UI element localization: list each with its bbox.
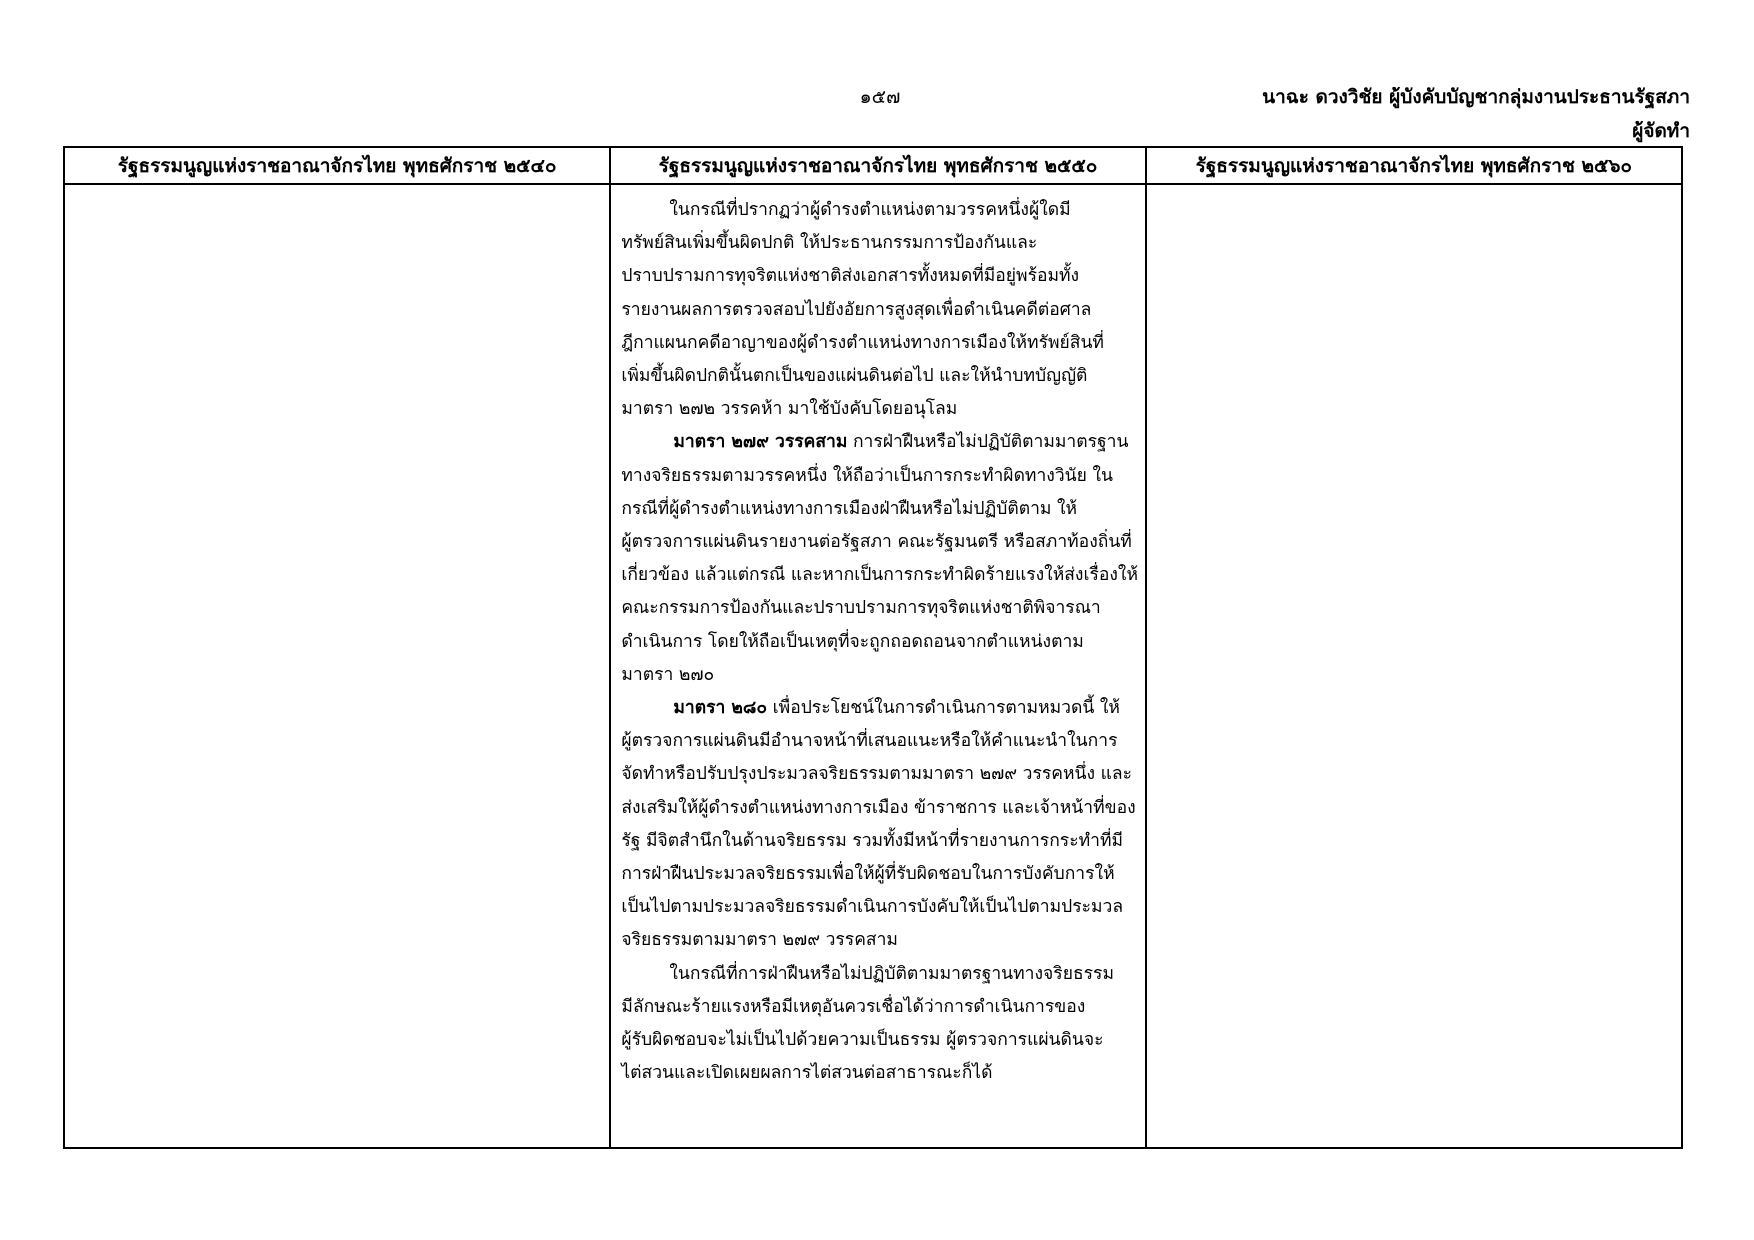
text-run: เพื่อประโยชน์ในการดำเนินการตามหมวดนี้ ให้ [767,698,1120,719]
paragraph-section-280 [621,692,1134,958]
text-line: ในกรณีที่การฝ่าฝืนหรือไม่ปฏิบัติตามมาตรฐานทางจริยธรรม [669,963,1114,984]
text-line: ส่งเสริมให้ผู้ดำรงตำแหน่งทางการเมือง ข้าราชการ และเจ้าหน้าที่ของ [621,797,1136,818]
text-line: มาตรา ๒๗๒ วรรคห้า มาใช้บังคับโดยอนุโลม [621,399,958,420]
text-line: กรณีที่ผู้ดำรงตำแหน่งทางการเมืองฝ่าฝืนหรือไม่ปฏิบัติตาม ให้ [621,498,1078,519]
section-reference: มาตรา ๒๘๐ [673,698,768,719]
page-number: ๑๕๗ [859,86,901,108]
text-line: เพิ่มขึ้นผิดปกตินั้นตกเป็นของแผ่นดินต่อไป และให้นำบทบัญญัติ [621,366,1088,387]
section-reference: มาตรา ๒๗๙ วรรคสาม [673,432,848,453]
text-line: มีลักษณะร้ายแรงหรือมีเหตุอันควรเชื่อได้ว่าการดำเนินการของ [621,996,1086,1017]
document-author [1262,80,1690,148]
text-line: ไต่สวนและเปิดเผยผลการไต่สวนต่อสาธารณะก็ได้ [621,1063,993,1084]
text-run: การฝ่าฝืนหรือไม่ปฏิบัติตามมาตรฐาน [847,432,1129,453]
constitution-comparison-table [63,146,1683,1149]
text-line: ทรัพย์สินเพิ่มขึ้นผิดปกติ ให้ประธานกรรมการป้องกันและ [621,233,1038,254]
text-line: ผู้ตรวจการแผ่นดินรายงานต่อรัฐสภา คณะรัฐมนตรี หรือสภาท้องถิ่นที่ [621,532,1132,553]
text-line: การฝ่าฝืนประมวลจริยธรรมเพื่อให้ผู้ที่รับผิดชอบในการบังคับการให้ [621,864,1115,885]
column-header-2550: รัฐธรรมนูญแห่งราชอาณาจักรไทย พุทธศักราช ๒๕๕๐ [610,147,1145,184]
author-role-line: ผู้จัดทำ [1632,120,1690,142]
text-line [621,426,1134,459]
text-line [621,692,1134,725]
text-line: จริยธรรมตามมาตรา ๒๗๙ วรรคสาม [621,930,898,951]
table-header-row [64,147,1682,184]
table-row [64,184,1682,1148]
text-line: เป็นไปตามประมวลจริยธรรมดำเนินการบังคับให้เป็นไปตามประมวล [621,897,1124,918]
text-line: ในกรณีที่ปรากฏว่าผู้ดำรงตำแหน่งตามวรรคหนึ่งผู้ใดมี [669,200,1071,220]
text-line: ผู้ตรวจการแผ่นดินมีอำนาจหน้าที่เสนอแนะหรือให้คำแนะนำในการ [621,731,1118,752]
paragraph-serious-violation [621,958,1134,1091]
cell-2560 [1146,184,1682,1148]
paragraph-section-279 [621,426,1138,692]
author-name-line: นาฉะ ดวงวิชัย ผู้บังคับบัญชากลุ่มงานประธานรัฐสภา [1262,86,1690,108]
text-line: ฎีกาแผนกคดีอาญาของผู้ดำรงตำแหน่งทางการเมืองให้ทรัพย์สินที่ [621,332,1104,353]
text-line: ทางจริยธรรมตามวรรคหนึ่ง ให้ถือว่าเป็นการกระทำผิดทางวินัย ใน [621,465,1113,486]
text-line: รายงานผลการตรวจสอบไปยังอัยการสูงสุดเพื่อดำเนินคดีต่อศาล [621,299,1092,320]
text-line: เกี่ยวข้อง แล้วแต่กรณี และหากเป็นการกระทำผิดร้ายแรงให้ส่งเรื่องให้ [621,565,1138,586]
cell-2540 [64,184,610,1148]
column-header-2560: รัฐธรรมนูญแห่งราชอาณาจักรไทย พุทธศักราช ๒๕๖๐ [1146,147,1682,184]
text-line: คณะกรรมการป้องกันและปราบปรามการทุจริตแห่งชาติพิจารณา [621,598,1101,619]
text-line: จัดทำหรือปรับปรุงประมวลจริยธรรมตามมาตรา ๒๗๙ วรรคหนึ่ง และ [621,764,1133,785]
text-line: ผู้รับผิดชอบจะไม่เป็นไปด้วยความเป็นธรรม ผู้ตรวจการแผ่นดินจะ [621,1030,1104,1051]
text-line: ปราบปรามการทุจริตแห่งชาติส่งเอกสารทั้งหมดที่มีอยู่พร้อมทั้ง [621,266,1080,287]
cell-2550-content [611,185,1144,1090]
text-line: มาตรา ๒๗๐ [621,664,715,685]
paragraph-asset-increase [621,194,1134,426]
cell-2550 [610,184,1145,1148]
column-header-2540: รัฐธรรมนูญแห่งราชอาณาจักรไทย พุทธศักราช ๒๕๔๐ [64,147,610,184]
text-line: รัฐ มีจิตสำนึกในด้านจริยธรรม รวมทั้งมีหน้าที่รายงานการกระทำที่มี [621,830,1124,851]
text-line: ดำเนินการ โดยให้ถือเป็นเหตุที่จะถูกถอดถอนจากตำแหน่งตาม [621,631,1084,652]
